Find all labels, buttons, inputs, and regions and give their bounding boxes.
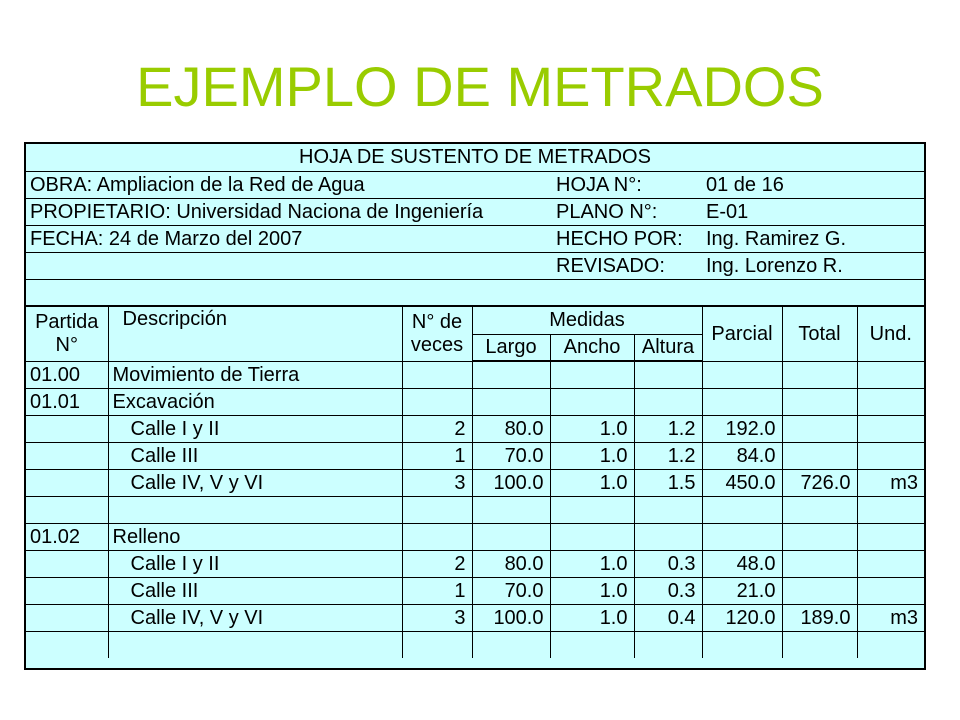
cell-total [782, 550, 857, 577]
cell-ancho: 1.0 [550, 577, 634, 604]
cell-desc: Calle I y II [108, 415, 402, 442]
col-veces [402, 307, 472, 361]
cell-largo [472, 388, 550, 415]
cell-largo: 70.0 [472, 442, 550, 469]
table-row [26, 631, 924, 658]
cell-veces: 3 [402, 469, 472, 496]
cell-desc: Relleno [108, 523, 402, 550]
cell-total [782, 631, 857, 658]
cell-partida: 01.01 [26, 388, 108, 415]
cell-veces: 2 [402, 415, 472, 442]
cell-veces [402, 523, 472, 550]
cell-total: 189.0 [782, 604, 857, 631]
hoja-value: 01 de 16 [702, 171, 924, 198]
col-veces-line2: veces [410, 333, 464, 356]
sheet-heading: HOJA DE SUSTENTO DE METRADOS [26, 144, 924, 171]
metrados-body [26, 361, 924, 658]
table-row [26, 523, 924, 550]
cell-largo [472, 631, 550, 658]
cell-altura [634, 496, 702, 523]
col-total: Total [782, 307, 857, 361]
cell-partida [26, 577, 108, 604]
cell-total: 726.0 [782, 469, 857, 496]
cell-ancho [550, 361, 634, 388]
table-row [26, 415, 924, 442]
fecha-text: FECHA: 24 de Marzo del 2007 [26, 225, 552, 252]
sheet-header [26, 144, 924, 307]
cell-veces [402, 631, 472, 658]
table-row [26, 388, 924, 415]
cell-und [857, 550, 924, 577]
cell-partida [26, 442, 108, 469]
column-header-row [26, 307, 924, 334]
table-row [26, 469, 924, 496]
col-parcial: Parcial [702, 307, 782, 361]
cell-parcial [702, 361, 782, 388]
cell-veces: 2 [402, 550, 472, 577]
col-partida [26, 307, 108, 361]
cell-altura: 1.2 [634, 415, 702, 442]
cell-partida: 01.00 [26, 361, 108, 388]
cell-desc [108, 631, 402, 658]
cell-partida: 01.02 [26, 523, 108, 550]
cell-desc: Movimiento de Tierra [108, 361, 402, 388]
cell-ancho: 1.0 [550, 604, 634, 631]
cell-desc: Calle III [108, 442, 402, 469]
cell-veces: 1 [402, 442, 472, 469]
cell-ancho: 1.0 [550, 469, 634, 496]
cell-altura [634, 523, 702, 550]
cell-und [857, 577, 924, 604]
cell-und: m3 [857, 604, 924, 631]
cell-largo [472, 361, 550, 388]
revisado-label: REVISADO: [552, 252, 702, 279]
cell-altura: 0.3 [634, 577, 702, 604]
cell-total [782, 361, 857, 388]
cell-ancho [550, 631, 634, 658]
cell-partida [26, 631, 108, 658]
cell-und [857, 388, 924, 415]
cell-veces: 3 [402, 604, 472, 631]
cell-parcial: 450.0 [702, 469, 782, 496]
fecha-row [26, 225, 924, 252]
cell-total [782, 415, 857, 442]
table-row [26, 577, 924, 604]
cell-und [857, 415, 924, 442]
cell-parcial: 192.0 [702, 415, 782, 442]
empty-cell [26, 279, 924, 306]
cell-largo: 80.0 [472, 415, 550, 442]
cell-parcial: 84.0 [702, 442, 782, 469]
col-veces-line1: N° de [411, 310, 463, 333]
obra-row [26, 171, 924, 198]
cell-desc: Calle I y II [108, 550, 402, 577]
cell-ancho: 1.0 [550, 550, 634, 577]
cell-parcial [702, 631, 782, 658]
cell-partida [26, 496, 108, 523]
cell-altura: 0.4 [634, 604, 702, 631]
table-row [26, 604, 924, 631]
cell-veces [402, 388, 472, 415]
cell-veces: 1 [402, 577, 472, 604]
empty-cell [26, 252, 552, 279]
plano-value: E-01 [702, 198, 924, 225]
col-ancho: Ancho [550, 334, 634, 361]
cell-veces [402, 361, 472, 388]
col-descripcion: Descripción [108, 307, 402, 361]
cell-largo [472, 523, 550, 550]
table-row [26, 496, 924, 523]
cell-und [857, 442, 924, 469]
cell-parcial: 48.0 [702, 550, 782, 577]
cell-altura [634, 361, 702, 388]
cell-desc: Calle IV, V y VI [108, 469, 402, 496]
header-blank-row [26, 279, 924, 306]
cell-total [782, 496, 857, 523]
cell-partida [26, 469, 108, 496]
cell-largo: 100.0 [472, 469, 550, 496]
cell-partida [26, 415, 108, 442]
cell-largo: 70.0 [472, 577, 550, 604]
cell-partida [26, 604, 108, 631]
cell-parcial: 120.0 [702, 604, 782, 631]
cell-altura [634, 388, 702, 415]
plano-label: PLANO N°: [552, 198, 702, 225]
cell-desc: Calle III [108, 577, 402, 604]
propietario-text: PROPIETARIO: Universidad Naciona de Ingeniería [26, 198, 552, 225]
cell-ancho [550, 523, 634, 550]
cell-und [857, 361, 924, 388]
revisado-row [26, 252, 924, 279]
table-row [26, 550, 924, 577]
cell-altura [634, 631, 702, 658]
table-row [26, 442, 924, 469]
revisado-value: Ing. Lorenzo R. [702, 252, 924, 279]
cell-desc: Excavación [108, 388, 402, 415]
propietario-row [26, 198, 924, 225]
cell-parcial: 21.0 [702, 577, 782, 604]
cell-desc [108, 496, 402, 523]
cell-largo: 100.0 [472, 604, 550, 631]
cell-total [782, 523, 857, 550]
cell-largo: 80.0 [472, 550, 550, 577]
hecho-label: HECHO POR: [552, 225, 702, 252]
cell-parcial [702, 496, 782, 523]
cell-altura: 1.5 [634, 469, 702, 496]
cell-und: m3 [857, 469, 924, 496]
cell-largo [472, 496, 550, 523]
slide-title: EJEMPLO DE METRADOS [136, 55, 824, 118]
cell-desc: Calle IV, V y VI [108, 604, 402, 631]
cell-veces [402, 496, 472, 523]
cell-total [782, 577, 857, 604]
obra-text: OBRA: Ampliacion de la Red de Agua [26, 171, 552, 198]
table-row [26, 361, 924, 388]
col-medidas: Medidas [472, 307, 702, 334]
cell-altura: 0.3 [634, 550, 702, 577]
col-largo: Largo [472, 334, 550, 361]
hecho-value: Ing. Ramirez G. [702, 225, 924, 252]
col-und: Und. [857, 307, 924, 361]
sheet-heading-row [26, 144, 924, 171]
cell-partida [26, 550, 108, 577]
cell-parcial [702, 388, 782, 415]
metrados-table [26, 307, 924, 658]
hoja-label: HOJA N°: [552, 171, 702, 198]
cell-total [782, 442, 857, 469]
cell-ancho: 1.0 [550, 415, 634, 442]
col-partida-line2: N° [55, 333, 78, 356]
cell-ancho [550, 496, 634, 523]
cell-ancho [550, 388, 634, 415]
cell-parcial [702, 523, 782, 550]
cell-altura: 1.2 [634, 442, 702, 469]
col-partida-line1: Partida [35, 310, 99, 333]
cell-und [857, 631, 924, 658]
cell-und [857, 496, 924, 523]
cell-und [857, 523, 924, 550]
metrados-sheet [24, 142, 926, 670]
cell-total [782, 388, 857, 415]
col-altura: Altura [634, 334, 702, 361]
cell-ancho: 1.0 [550, 442, 634, 469]
